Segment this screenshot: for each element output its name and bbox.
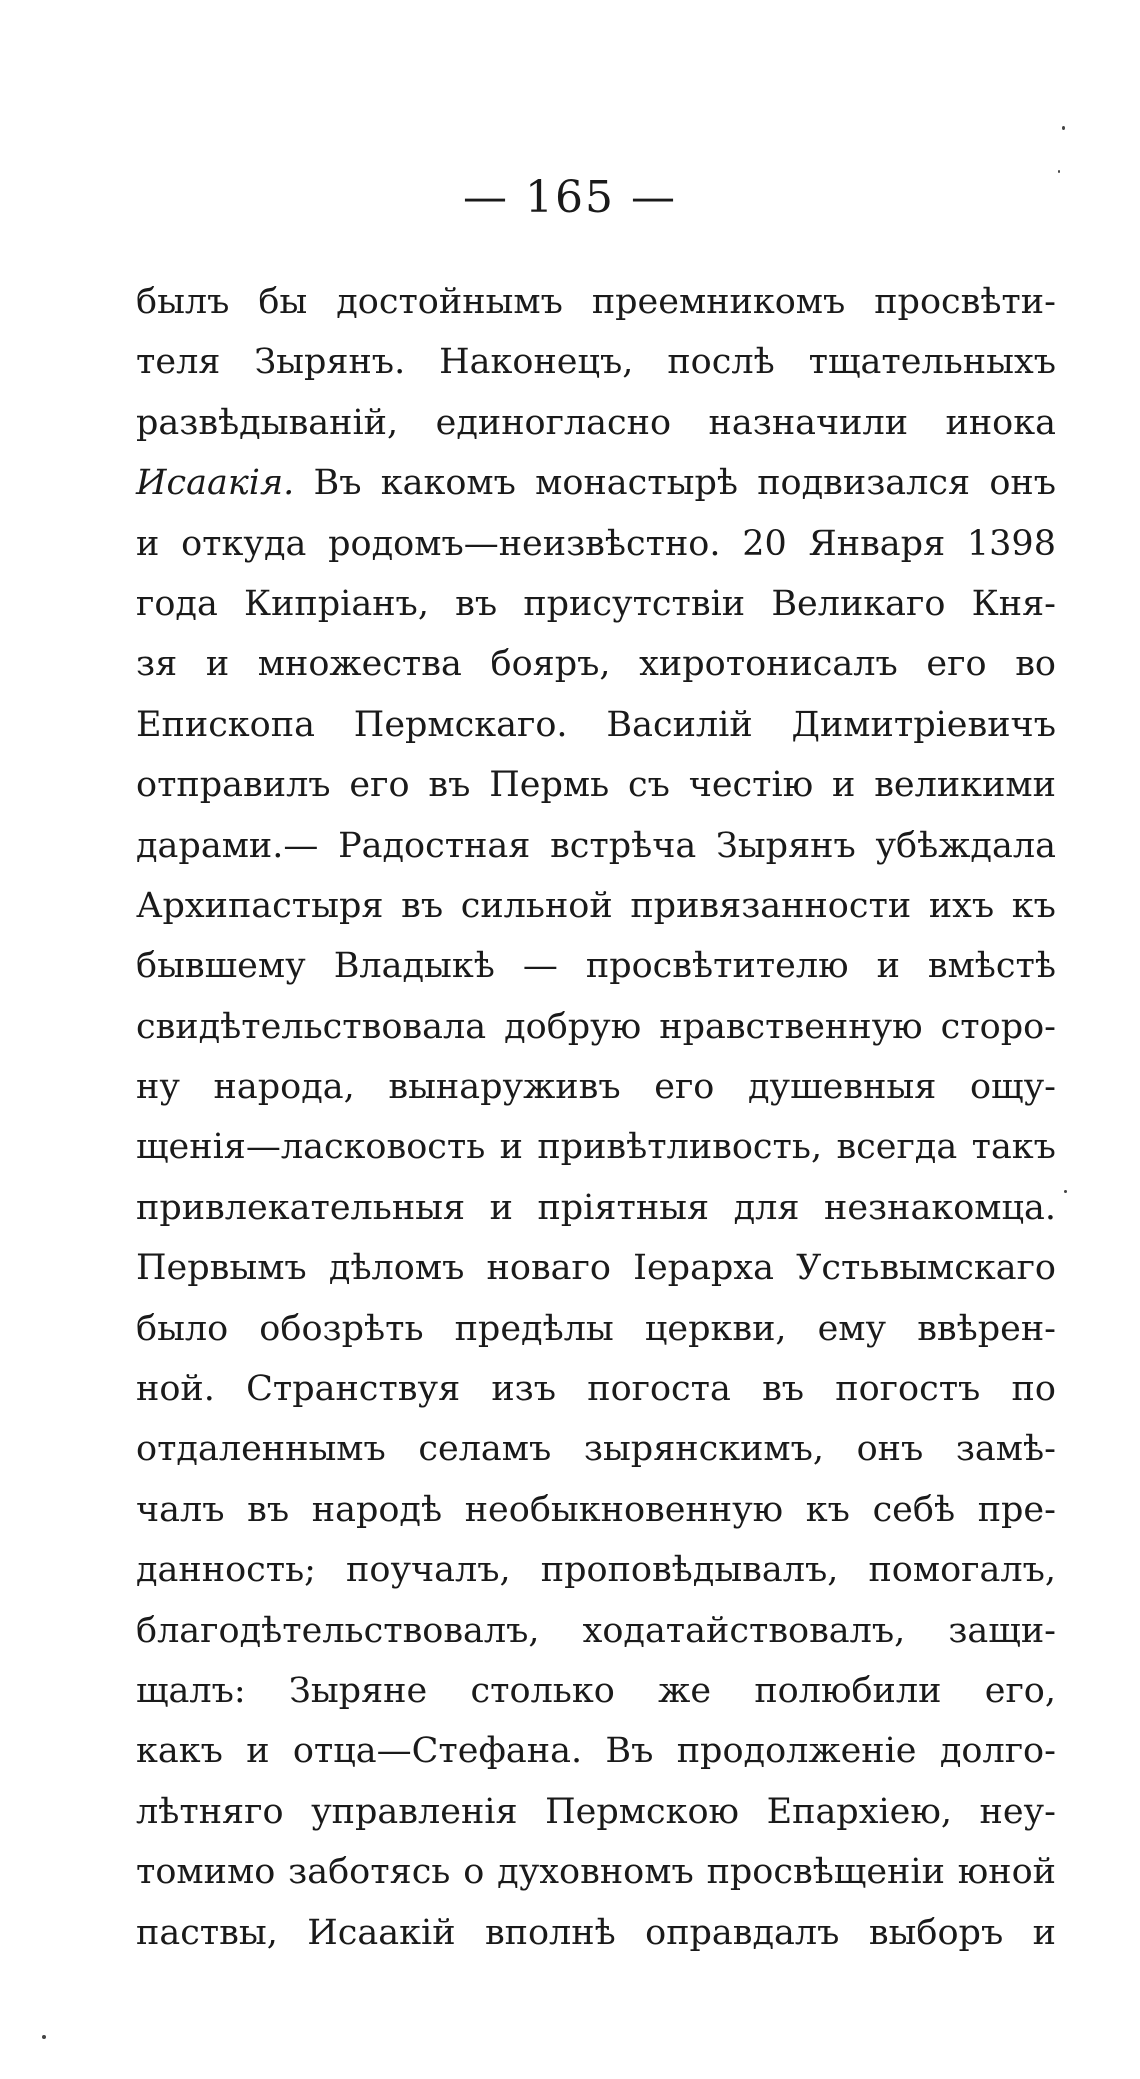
word: встрѣча (550, 825, 697, 866)
word: такъ (971, 1127, 1056, 1168)
word: было (136, 1308, 229, 1349)
word: и (832, 765, 856, 806)
word: по (1011, 1369, 1056, 1410)
word: къ (1011, 885, 1056, 926)
word: изъ (491, 1369, 557, 1410)
word: родомъ—неизвѣстно. (328, 523, 721, 564)
text-line (136, 1429, 1056, 1489)
word: пре- (977, 1489, 1056, 1530)
word: подвизался (757, 463, 971, 504)
word: монастырѣ (535, 463, 738, 504)
word: единогласно (435, 402, 672, 443)
word: привязанности (630, 885, 912, 926)
word: ихъ (928, 885, 995, 926)
word: его (349, 765, 410, 806)
word: юной (957, 1852, 1056, 1893)
page-number: — 165 — (463, 172, 677, 223)
word: же (658, 1670, 712, 1711)
word: Въ (313, 463, 362, 504)
text-line (136, 1550, 1056, 1610)
text-line (136, 1731, 1056, 1791)
word: Владыкѣ (333, 946, 495, 987)
text-line (136, 1913, 1056, 1973)
word: ну (136, 1067, 180, 1108)
word: Кипріанъ, (244, 583, 429, 624)
word: Іерарха (633, 1248, 774, 1289)
word: столько (470, 1670, 615, 1711)
word: Въ (605, 1731, 654, 1772)
word: Устьвымскаго (796, 1248, 1056, 1289)
word: обозрѣть (259, 1308, 424, 1349)
text-line (136, 342, 1056, 402)
word: убѣждала (875, 825, 1056, 866)
word: управленія (311, 1791, 518, 1832)
word: Января (808, 523, 946, 564)
text-line (136, 282, 1056, 342)
word: тщательныхъ (808, 342, 1056, 383)
word: дарами.— (136, 825, 319, 866)
text-line (136, 705, 1056, 765)
word: присутствіи (523, 583, 746, 624)
word: бы (258, 282, 308, 322)
word: Пермскою (545, 1791, 739, 1832)
word: Странствуя (246, 1369, 461, 1410)
word: чалъ (136, 1489, 225, 1530)
word: народѣ (311, 1489, 443, 1530)
word: откуда (181, 523, 307, 564)
word: просвѣтителю (585, 946, 849, 987)
word: въ (428, 765, 471, 806)
word: щалъ: (136, 1670, 246, 1711)
word: съ (627, 765, 670, 806)
word: въ (455, 583, 498, 624)
word: его (654, 1067, 715, 1108)
word: вполнѣ (484, 1912, 616, 1953)
page-speck (1058, 170, 1060, 173)
word: бояръ, (490, 644, 611, 685)
word: ввѣрен- (917, 1308, 1056, 1349)
text-line (136, 1067, 1056, 1127)
word: новаго (486, 1248, 611, 1289)
word: замѣ- (955, 1429, 1056, 1470)
word: отдаленнымъ (136, 1429, 386, 1470)
text-line (136, 1007, 1056, 1067)
word: инока (945, 402, 1056, 443)
word: отца—Стефана. (292, 1731, 583, 1772)
word: продолженіе (676, 1731, 917, 1772)
word: Исаакій (307, 1912, 456, 1953)
word: всегда (836, 1127, 958, 1168)
text-line (136, 524, 1056, 584)
word: данность; (136, 1550, 316, 1591)
word: — (522, 946, 558, 987)
word: себѣ (872, 1489, 956, 1530)
word: полюбили (754, 1670, 942, 1711)
word: духовномъ (497, 1852, 694, 1893)
text-line (136, 584, 1056, 644)
word: его (926, 644, 987, 685)
word: благодѣтельствовалъ, (136, 1610, 540, 1651)
word: добрую (504, 1006, 642, 1047)
text-line (136, 1671, 1056, 1731)
word: паствы, (136, 1912, 278, 1953)
word: Епархіею, (766, 1791, 952, 1832)
word: сильной (460, 885, 613, 926)
text-line (136, 1611, 1056, 1671)
word: вмѣстѣ (927, 946, 1056, 987)
word: Зырянъ (716, 825, 856, 866)
word: оправдалъ (645, 1912, 840, 1953)
word: щенія—ласковость (136, 1127, 486, 1168)
word: Радостная (338, 825, 531, 866)
word: 20 (742, 523, 787, 564)
word: послѣ (667, 342, 775, 383)
word: Пермскаго. (353, 704, 568, 745)
word: селамъ (418, 1429, 552, 1470)
word: помогалъ, (868, 1550, 1056, 1591)
word: сторо- (940, 1006, 1056, 1047)
word: незнакомца. (824, 1187, 1056, 1228)
word: былъ (136, 282, 230, 322)
word: бывшему (136, 946, 306, 987)
word: необыкновенную (464, 1489, 784, 1530)
text-line (136, 765, 1056, 825)
page-speck (1064, 1190, 1067, 1193)
word: года (136, 583, 218, 624)
word: долго- (939, 1731, 1056, 1772)
word: народа, (213, 1067, 355, 1108)
text-line (136, 1852, 1056, 1912)
word: томимо (136, 1852, 276, 1893)
page-speck (42, 2035, 46, 2039)
word: его, (984, 1670, 1056, 1711)
word: Наконецъ, (439, 342, 634, 383)
text-line (136, 886, 1056, 946)
word: и (136, 523, 160, 564)
word: пріятныя (537, 1187, 710, 1228)
word: дѣломъ (328, 1248, 465, 1289)
word: какомъ (380, 463, 516, 504)
word: вынаруживъ (388, 1067, 621, 1108)
word: Архипастыря (136, 885, 384, 926)
word: и (246, 1731, 270, 1772)
word: великими (874, 765, 1056, 806)
body-text (136, 282, 1056, 1973)
word: свидѣтельствовала (136, 1006, 487, 1047)
word: и (876, 946, 900, 987)
text-line (136, 1188, 1056, 1248)
word: ной. (136, 1369, 215, 1410)
word: неу- (979, 1791, 1056, 1832)
word: въ (247, 1489, 290, 1530)
word: о (463, 1852, 485, 1893)
word: погоста (587, 1369, 731, 1410)
word: развѣдываній, (136, 402, 399, 443)
word: лѣтняго (136, 1791, 284, 1832)
text-line (136, 1490, 1056, 1550)
word: ему (817, 1308, 887, 1349)
text-line (136, 1309, 1056, 1369)
word: Зыряне (289, 1670, 428, 1711)
word: заботясь (288, 1852, 451, 1893)
word: Великаго (771, 583, 946, 624)
page-speck (1062, 126, 1065, 130)
word: защи- (948, 1610, 1056, 1651)
word: ощу- (969, 1067, 1056, 1108)
word: выборъ (868, 1912, 1004, 1953)
word: просвѣти- (874, 282, 1056, 322)
word: во (1015, 644, 1056, 685)
word: множества (257, 644, 462, 685)
word: отправилъ (136, 765, 331, 806)
word: Исаакія. (136, 463, 295, 504)
word: честію (688, 765, 814, 806)
word: Первымъ (136, 1248, 307, 1289)
word: къ (805, 1489, 850, 1530)
word: преемникомъ (591, 282, 846, 322)
text-line (136, 463, 1056, 523)
text-line (136, 1248, 1056, 1308)
word: зя (136, 644, 178, 685)
word: поучалъ, (346, 1550, 511, 1591)
word: душевныя (747, 1067, 937, 1108)
text-line (136, 403, 1056, 463)
word: и (489, 1187, 513, 1228)
word: и (205, 644, 230, 685)
word: Зырянъ. (254, 342, 406, 383)
word: какъ (136, 1731, 223, 1772)
word: онъ (989, 463, 1056, 504)
word: просвѣщеніи (706, 1852, 945, 1893)
word: Кня- (971, 583, 1056, 624)
word: предѣлы (454, 1308, 614, 1349)
word: 1398 (966, 523, 1056, 564)
text-line (136, 644, 1056, 704)
word: достойнымъ (336, 282, 563, 322)
word: хиротонисалъ (639, 644, 898, 685)
word: нравственную (659, 1006, 923, 1047)
word: для (733, 1187, 800, 1228)
word: Василій (606, 704, 753, 745)
word: погостъ (835, 1369, 981, 1410)
word: зырянскимъ, (583, 1429, 825, 1470)
text-line (136, 1792, 1056, 1852)
text-line (136, 826, 1056, 886)
word: онъ (856, 1429, 924, 1470)
text-line (136, 1127, 1056, 1187)
word: привлекательныя (136, 1187, 466, 1228)
word: Димитріевичъ (791, 704, 1056, 745)
word: проповѣдывалъ, (540, 1550, 839, 1591)
word: церкви, (644, 1308, 787, 1349)
word: и (1032, 1912, 1056, 1953)
word: теля (136, 342, 221, 383)
word: привѣтливость, (537, 1127, 823, 1168)
word: Епископа (136, 704, 315, 745)
word: ходатайствовалъ, (582, 1610, 906, 1651)
text-line (136, 1369, 1056, 1429)
text-line (136, 946, 1056, 1006)
word: и (499, 1127, 523, 1168)
word: въ (401, 885, 444, 926)
word: назначили (708, 402, 909, 443)
word: Пермь (489, 765, 610, 806)
word: въ (762, 1369, 805, 1410)
